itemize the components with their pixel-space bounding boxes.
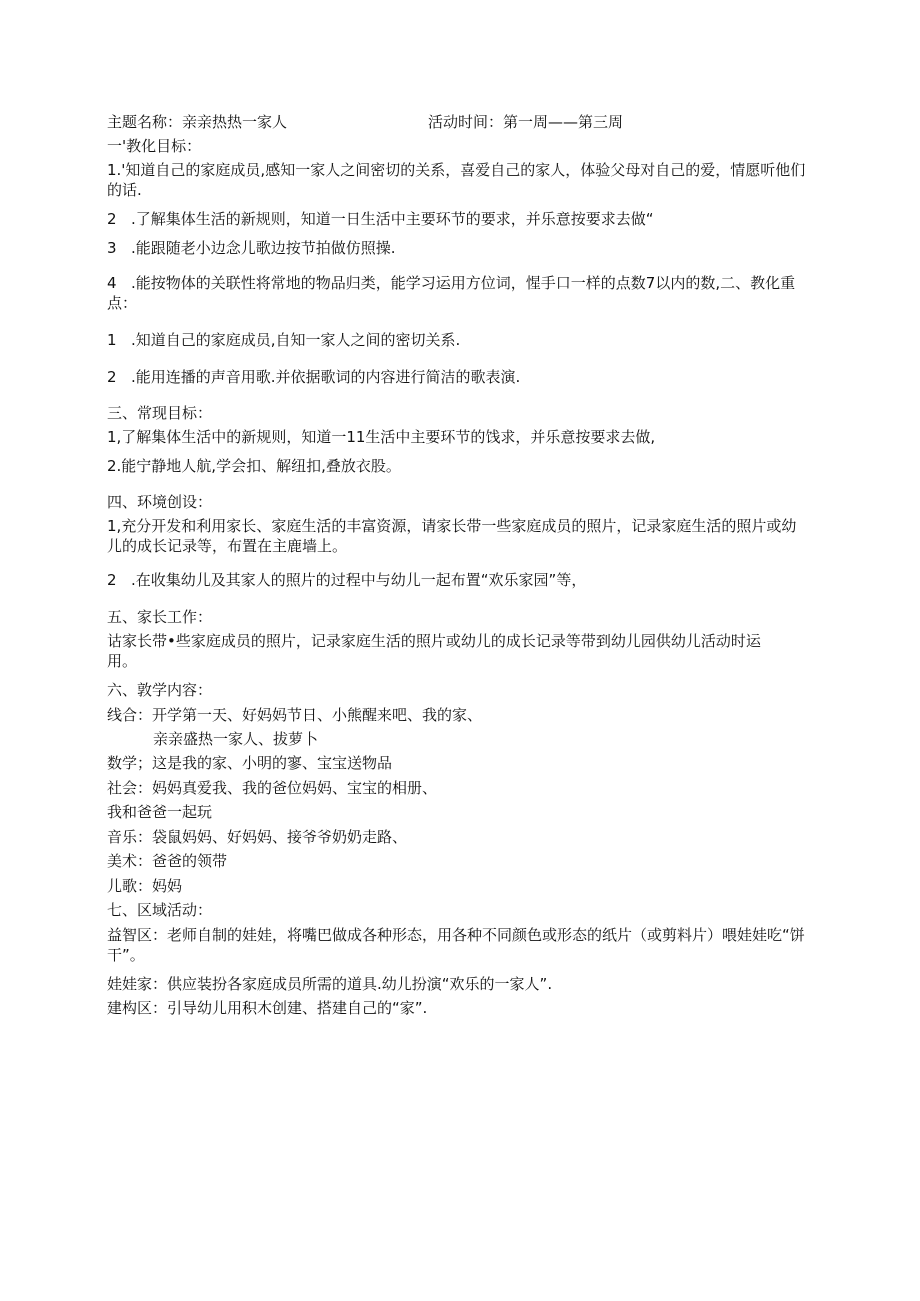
routine-item-2: 2.能宁静地人航,学会扣、解纽扣,叠放衣股。 <box>107 457 401 475</box>
area-item-construction: 建构区：引导幼儿用积木创建、搭建自己的“家”. <box>107 999 428 1017</box>
environment-item-2 <box>107 570 586 590</box>
area-item-dollhouse: 娃娃家：供应装扮各家庭成员所需的道具.幼儿扮演“欢乐的一家人”. <box>107 975 553 993</box>
content-line-language-cont: 亲亲盛热一家人、拔萝卜 <box>153 730 319 748</box>
goal-item-2 <box>107 209 654 229</box>
section-7-title: 七、区域活动： <box>107 901 213 919</box>
key-point-1 <box>107 330 460 350</box>
environment-item-2-number: 2 <box>107 571 117 589</box>
key-point-2 <box>107 367 520 387</box>
goal-item-3-text: .能跟随老小边念儿歌边按节拍做仿照操. <box>131 239 396 257</box>
content-line-social-cont: 我和爸爸一起玩 <box>107 803 213 821</box>
parent-work-text: 诂家长带•些家庭成员的照片，记录家庭生活的照片或幼儿的成长记录等带到幼儿园供幼儿活动时运用。 <box>107 632 761 670</box>
section-1-title: 一'教化目标： <box>107 137 202 155</box>
goal-item-4-number: 4 <box>107 274 117 292</box>
activity-time: 活动时间：第一周——第三周 <box>428 113 624 131</box>
environment-item-1: 1,充分开发和利用家长、家庭生活的丰富资源，请家长带一些家庭成员的照片，记录家庭生活的照片或幼儿的成长记录等，布置在主鹿墙上。 <box>107 517 797 555</box>
theme-name: 主题名称：亲亲热热一家人 <box>107 113 288 131</box>
content-line-music: 音乐：袋鼠妈妈、好妈妈、接爷爷奶奶走路、 <box>107 828 408 846</box>
goal-item-3 <box>107 238 396 258</box>
section-5-title: 五、家长工作： <box>107 608 213 626</box>
content-line-art: 美术：爸爸的领带 <box>107 852 228 870</box>
key-point-2-number: 2 <box>107 368 117 386</box>
section-6-title: 六、敦学内容： <box>107 681 213 699</box>
key-point-2-text: .能用连播的声音用歌.并依据歌词的内容进行简洁的歌表演. <box>131 368 521 386</box>
key-point-1-text: .知道自己的家庭成员,自知一家人之间的密切关系. <box>131 331 461 349</box>
key-point-1-number: 1 <box>107 331 117 349</box>
routine-item-1: 1,了解集体生活中的新规则，知道一11生活中主要环节的饯求，并乐意按要求去做, <box>107 428 656 446</box>
goal-item-2-number: 2 <box>107 210 117 228</box>
content-line-language: 线合：开学第一天、好妈妈节日、小熊醒来吧、我的家、 <box>107 706 483 724</box>
environment-item-2-text: .在收集幼儿及其家人的照片的过程中与幼儿一起布置“欢乐家园”等， <box>131 571 587 589</box>
section-4-title: 四、环境创设： <box>107 493 213 511</box>
goal-item-1: 1.'知道自己的家庭成员,感知一家人之间密切的关系，喜爱自己的家人，体验父母对自己的爱，情愿听他们的话. <box>107 161 806 199</box>
goal-item-4 <box>107 273 807 313</box>
goal-item-3-number: 3 <box>107 239 117 257</box>
area-item-puzzle: 益智区：老师自制的娃娃，将嘴巴做成各种形态，用各种不同颜色或形态的纸片（或剪料片）喂娃娃吃“饼干”。 <box>107 926 805 964</box>
section-3-title: 三、常现目标： <box>107 404 213 422</box>
content-line-social: 社会：妈妈真爱我、我的爸位妈妈、宝宝的相册、 <box>107 779 438 797</box>
goal-item-4-text: .能按物体的关联性将常地的物品归类，能学习运用方位词，惺手口一样的点数7以内的数,二、教化重点： <box>107 274 796 312</box>
content-line-math: 数学；这是我的家、小明的寥、宝宝送物品 <box>107 754 393 772</box>
goal-item-2-text: .了解集体生活的新规则，知道一日生活中主要环节的要求，并乐意按要求去做“ <box>131 210 654 228</box>
content-line-rhyme: 儿歌：妈妈 <box>107 877 183 895</box>
